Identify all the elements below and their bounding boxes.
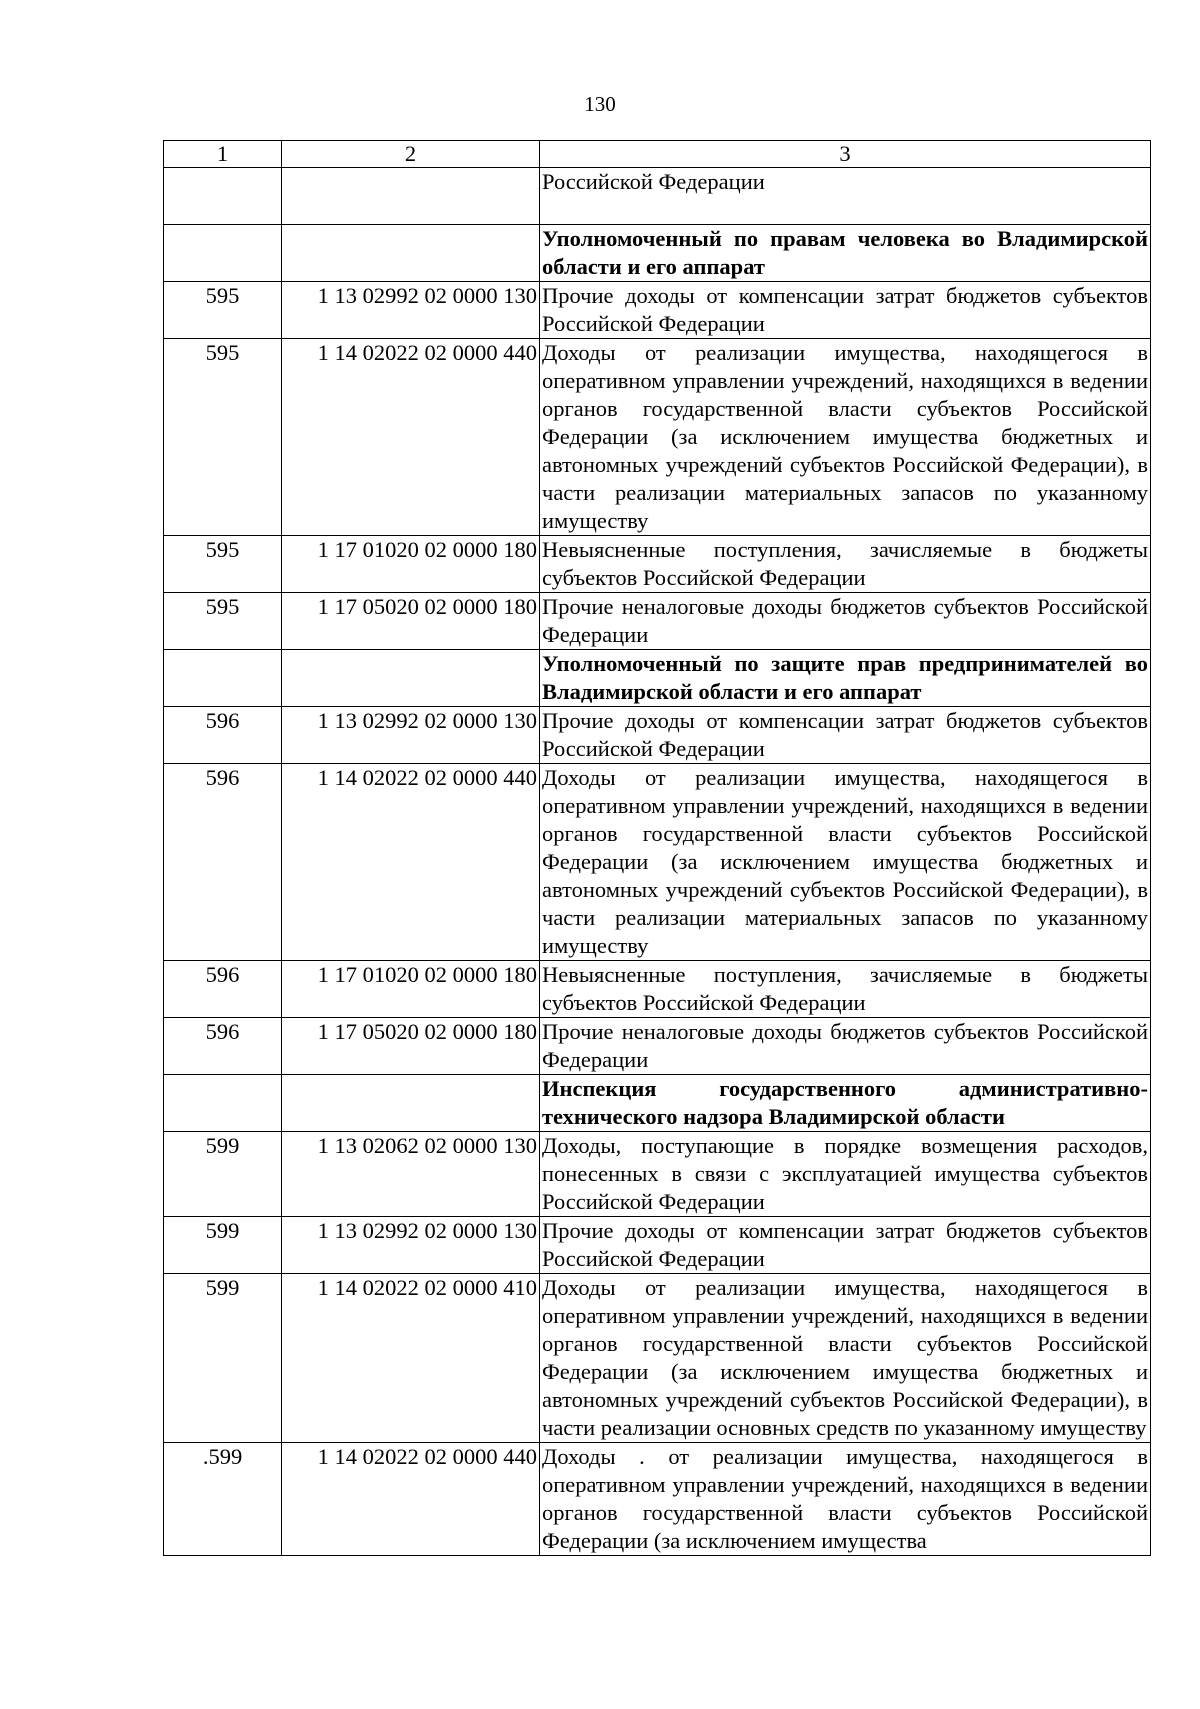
revenue-description-cell: Прочие доходы от компенсации затрат бюджетов субъектов Российской Федерации bbox=[540, 1217, 1151, 1274]
organization-row bbox=[164, 1075, 1151, 1132]
admin-code-cell: 599 bbox=[164, 1132, 282, 1217]
organization-name-cell: Инспекция государственного административно-технического надзора Владимирской области bbox=[540, 1075, 1151, 1132]
revenue-code-cell: 1 17 01020 02 0000 180 bbox=[282, 961, 540, 1018]
empty-cell bbox=[282, 650, 540, 707]
revenue-description-cell: Доходы . от реализации имущества, находящегося в оперативном управлении учреждений, находящихся в ведении органов государственной власти субъектов Российской Федерации (за исключением имущества bbox=[540, 1443, 1151, 1556]
revenue-description-cell: Доходы от реализации имущества, находящегося в оперативном управлении учреждений, находящихся в ведении органов государственной власти субъектов Российской Федерации (за исключением имущества бюджетных и автономных учреждений субъектов Российской Федерации), в части реализации основных средств по указанному имуществу bbox=[540, 1274, 1151, 1443]
revenue-code-cell: 1 17 01020 02 0000 180 bbox=[282, 536, 540, 593]
revenue-description-cell: Прочие неналоговые доходы бюджетов субъектов Российской Федерации bbox=[540, 593, 1151, 650]
empty-cell bbox=[282, 225, 540, 282]
revenue-description-cell: Невыясненные поступления, зачисляемые в бюджеты субъектов Российской Федерации bbox=[540, 536, 1151, 593]
admin-code-cell: 596 bbox=[164, 707, 282, 764]
continued-text: Российской Федерации bbox=[540, 168, 1151, 225]
table-row bbox=[164, 536, 1151, 593]
revenue-codes-table bbox=[163, 140, 1151, 1556]
empty-cell bbox=[164, 1075, 282, 1132]
revenue-description-cell: Прочие неналоговые доходы бюджетов субъектов Российской Федерации bbox=[540, 1018, 1151, 1075]
revenue-code-cell: 1 14 02022 02 0000 440 bbox=[282, 339, 540, 536]
table-row bbox=[164, 707, 1151, 764]
revenue-code-cell: 1 14 02022 02 0000 440 bbox=[282, 764, 540, 961]
admin-code-cell: 596 bbox=[164, 764, 282, 961]
revenue-code-cell: 1 17 05020 02 0000 180 bbox=[282, 1018, 540, 1075]
revenue-code-cell: 1 14 02022 02 0000 440 bbox=[282, 1443, 540, 1556]
table-row bbox=[164, 282, 1151, 339]
table-body bbox=[164, 141, 1151, 1556]
column-header-2: 2 bbox=[282, 141, 540, 168]
empty-cell bbox=[164, 225, 282, 282]
page-number: 130 bbox=[584, 92, 616, 116]
revenue-code-cell: 1 13 02992 02 0000 130 bbox=[282, 1217, 540, 1274]
admin-code-cell: 596 bbox=[164, 961, 282, 1018]
table-row bbox=[164, 593, 1151, 650]
revenue-description-cell: Прочие доходы от компенсации затрат бюджетов субъектов Российской Федерации bbox=[540, 282, 1151, 339]
column-header-3: 3 bbox=[540, 141, 1151, 168]
organization-name-cell: Уполномоченный по защите прав предпринимателей во Владимирской области и его аппарат bbox=[540, 650, 1151, 707]
column-header-1: 1 bbox=[164, 141, 282, 168]
table-row bbox=[164, 339, 1151, 536]
table-row bbox=[164, 1018, 1151, 1075]
empty-cell bbox=[282, 168, 540, 225]
empty-cell bbox=[282, 1075, 540, 1132]
revenue-code-cell: 1 17 05020 02 0000 180 bbox=[282, 593, 540, 650]
table-row bbox=[164, 1274, 1151, 1443]
table-header-row bbox=[164, 141, 1151, 168]
revenue-description-cell: Доходы, поступающие в порядке возмещения расходов, понесенных в связи с эксплуатацией имущества субъектов Российской Федерации bbox=[540, 1132, 1151, 1217]
admin-code-cell: 596 bbox=[164, 1018, 282, 1075]
continued-row bbox=[164, 168, 1151, 225]
revenue-description-cell: Доходы от реализации имущества, находящегося в оперативном управлении учреждений, находящихся в ведении органов государственной власти субъектов Российской Федерации (за исключением имущества бюджетных и автономных учреждений субъектов Российской Федерации), в части реализации материальных запасов по указанному имуществу bbox=[540, 339, 1151, 536]
table-row bbox=[164, 764, 1151, 961]
admin-code-cell: 595 bbox=[164, 282, 282, 339]
organization-row bbox=[164, 225, 1151, 282]
admin-code-cell: 595 bbox=[164, 593, 282, 650]
table-row bbox=[164, 961, 1151, 1018]
revenue-description-cell: Невыясненные поступления, зачисляемые в бюджеты субъектов Российской Федерации bbox=[540, 961, 1151, 1018]
admin-code-cell: 599 bbox=[164, 1274, 282, 1443]
admin-code-cell: 595 bbox=[164, 536, 282, 593]
empty-cell bbox=[164, 168, 282, 225]
admin-code-cell: 595 bbox=[164, 339, 282, 536]
admin-code-cell: 599 bbox=[164, 1217, 282, 1274]
revenue-description-cell: Доходы от реализации имущества, находящегося в оперативном управлении учреждений, находящихся в ведении органов государственной власти субъектов Российской Федерации (за исключением имущества бюджетных и автономных учреждений субъектов Российской Федерации), в части реализации материальных запасов по указанному имуществу bbox=[540, 764, 1151, 961]
revenue-code-cell: 1 13 02992 02 0000 130 bbox=[282, 707, 540, 764]
admin-code-cell: .599 bbox=[164, 1443, 282, 1556]
organization-row bbox=[164, 650, 1151, 707]
table-row bbox=[164, 1132, 1151, 1217]
table-row bbox=[164, 1443, 1151, 1556]
revenue-code-cell: 1 13 02062 02 0000 130 bbox=[282, 1132, 540, 1217]
organization-name-cell: Уполномоченный по правам человека во Владимирской области и его аппарат bbox=[540, 225, 1151, 282]
revenue-code-cell: 1 13 02992 02 0000 130 bbox=[282, 282, 540, 339]
revenue-code-cell: 1 14 02022 02 0000 410 bbox=[282, 1274, 540, 1443]
table-row bbox=[164, 1217, 1151, 1274]
empty-cell bbox=[164, 650, 282, 707]
revenue-description-cell: Прочие доходы от компенсации затрат бюджетов субъектов Российской Федерации bbox=[540, 707, 1151, 764]
